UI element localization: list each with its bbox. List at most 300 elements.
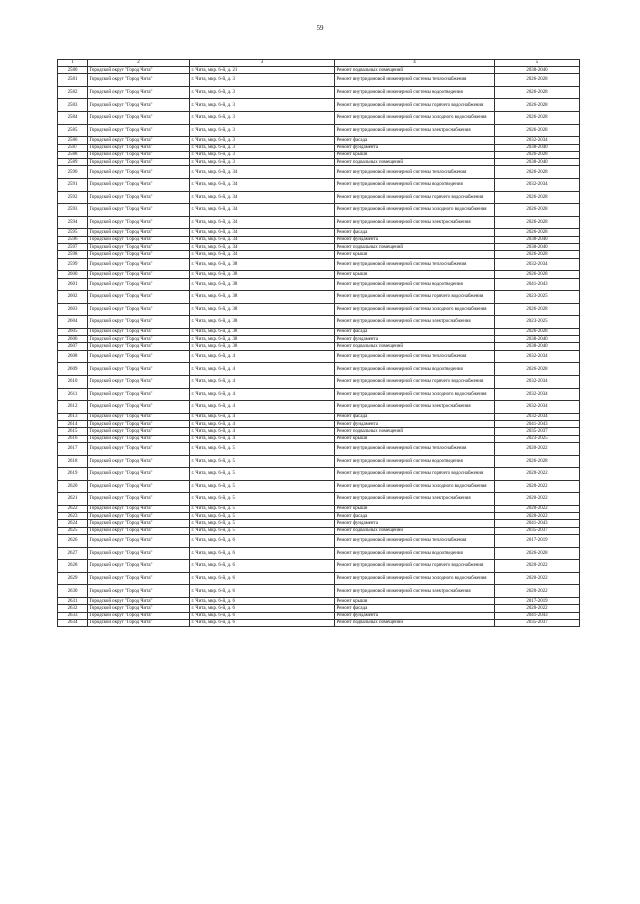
- work-type-cell: Ремонт фундамента: [335, 144, 495, 151]
- row-number-cell: 2622: [58, 505, 88, 512]
- table-row: [58, 144, 580, 151]
- municipality-cell: Городской округ "Город Чита": [88, 278, 190, 291]
- table-row: [58, 271, 580, 278]
- table-row: [58, 251, 580, 258]
- work-type-cell: Ремонт внутридомовой инженерной системы электроснабжения: [335, 124, 495, 137]
- address-cell: г. Чита, мкр. 6-й, д. 5: [190, 455, 335, 468]
- address-cell: г. Чита, мкр. 6-й, д. 3: [190, 151, 335, 158]
- period-cell: 2020-2022: [495, 572, 580, 585]
- period-cell: 2026-2028: [495, 112, 580, 125]
- work-type-cell: Ремонт внутридомовой инженерной системы горячего водоснабжения: [335, 560, 495, 573]
- row-number-cell: 2600: [58, 271, 88, 278]
- row-number-cell: 2623: [58, 513, 88, 520]
- municipality-cell: Городской округ "Город Чита": [88, 316, 190, 329]
- table-row: [58, 363, 580, 376]
- period-cell: 2017-2019: [495, 598, 580, 605]
- table-row: [58, 179, 580, 192]
- table-row: [58, 166, 580, 179]
- work-type-cell: Ремонт внутридомовой инженерной системы водоотведения: [335, 278, 495, 291]
- table-row: [58, 124, 580, 137]
- table-row: [58, 328, 580, 335]
- row-number-cell: 2612: [58, 401, 88, 414]
- work-type-cell: Ремонт фасада: [335, 513, 495, 520]
- municipality-cell: Городской округ "Город Чита": [88, 605, 190, 612]
- row-number-cell: 2583: [58, 99, 88, 112]
- period-cell: 2026-2028: [495, 151, 580, 158]
- row-number-cell: 2611: [58, 388, 88, 401]
- table-row: [58, 229, 580, 236]
- row-number-cell: 2580: [58, 67, 88, 74]
- table-row: [58, 67, 580, 74]
- address-cell: г. Чита, мкр. 6-й, д. 38: [190, 271, 335, 278]
- municipality-cell: Городской округ "Город Чита": [88, 468, 190, 481]
- address-cell: г. Чита, мкр. 6-й, д. 38: [190, 328, 335, 335]
- period-cell: 2041-2043: [495, 278, 580, 291]
- period-cell: 2017-2019: [495, 535, 580, 548]
- table-row: [58, 612, 580, 619]
- work-type-cell: Ремонт внутридомовой инженерной системы водоотведения: [335, 455, 495, 468]
- table-body: [58, 67, 580, 627]
- period-cell: 2032-2034: [495, 137, 580, 144]
- table-row: [58, 535, 580, 548]
- table-row: [58, 303, 580, 316]
- address-cell: г. Чита, мкр. 6-й, д. 34: [190, 236, 335, 243]
- address-cell: г. Чита, мкр. 6-й, д. 5: [190, 527, 335, 534]
- work-type-cell: Ремонт внутридомовой инженерной системы теплоснабжения: [335, 74, 495, 87]
- address-cell: г. Чита, мкр. 6-й, д. 5: [190, 480, 335, 493]
- row-number-cell: 2592: [58, 191, 88, 204]
- row-number-cell: 2613: [58, 413, 88, 420]
- table-row: [58, 428, 580, 435]
- period-cell: 2026-2028: [495, 216, 580, 229]
- period-cell: 2026-2028: [495, 166, 580, 179]
- period-cell: 2026-2028: [495, 303, 580, 316]
- municipality-cell: Городской округ "Город Чита": [88, 585, 190, 598]
- municipality-cell: Городской округ "Город Чита": [88, 216, 190, 229]
- municipality-cell: Городской округ "Город Чита": [88, 166, 190, 179]
- municipality-cell: Городской округ "Город Чита": [88, 229, 190, 236]
- work-type-cell: Ремонт внутридомовой инженерной системы водоотведения: [335, 547, 495, 560]
- address-cell: г. Чита, мкр. 6-й, д. 21: [190, 67, 335, 74]
- work-type-cell: Ремонт подвальных помещений: [335, 527, 495, 534]
- row-number-cell: 2610: [58, 375, 88, 388]
- work-type-cell: Ремонт крыши: [335, 271, 495, 278]
- period-cell: 2020-2022: [495, 605, 580, 612]
- table-row: [58, 204, 580, 217]
- municipality-cell: Городской округ "Город Чита": [88, 388, 190, 401]
- address-cell: г. Чита, мкр. 6-й, д. 38: [190, 316, 335, 329]
- table-row: [58, 505, 580, 512]
- work-type-cell: Ремонт фундамента: [335, 520, 495, 527]
- address-cell: г. Чита, мкр. 6-й, д. 4: [190, 375, 335, 388]
- municipality-cell: Городской округ "Город Чита": [88, 99, 190, 112]
- row-number-cell: 2624: [58, 520, 88, 527]
- municipality-cell: Городской округ "Город Чита": [88, 191, 190, 204]
- municipality-cell: Городской округ "Город Чита": [88, 236, 190, 243]
- table-row: [58, 291, 580, 304]
- work-type-cell: Ремонт крыши: [335, 598, 495, 605]
- work-type-cell: Ремонт фасада: [335, 229, 495, 236]
- address-cell: г. Чита, мкр. 6-й, д. 3: [190, 99, 335, 112]
- period-cell: 2035-2037: [495, 428, 580, 435]
- address-cell: г. Чита, мкр. 6-й, д. 34: [190, 179, 335, 192]
- work-type-cell: Ремонт фундамента: [335, 336, 495, 343]
- period-cell: 2041-2043: [495, 421, 580, 428]
- municipality-cell: Городской округ "Город Чита": [88, 480, 190, 493]
- work-type-cell: Ремонт подвальных помещений: [335, 159, 495, 166]
- municipality-cell: Городской округ "Город Чита": [88, 159, 190, 166]
- work-type-cell: Ремонт внутридомовой инженерной системы теплоснабжения: [335, 442, 495, 455]
- period-cell: 2020-2022: [495, 468, 580, 481]
- period-cell: 2032-2034: [495, 258, 580, 271]
- period-cell: 2032-2034: [495, 401, 580, 414]
- row-number-cell: 2603: [58, 303, 88, 316]
- work-type-cell: Ремонт крыши: [335, 435, 495, 442]
- work-type-cell: Ремонт внутридомовой инженерной системы теплоснабжения: [335, 350, 495, 363]
- row-number-cell: 2591: [58, 179, 88, 192]
- municipality-cell: Городской округ "Город Чита": [88, 144, 190, 151]
- row-number-cell: 2615: [58, 428, 88, 435]
- municipality-cell: Городской округ "Город Чита": [88, 455, 190, 468]
- municipality-cell: Городской округ "Город Чита": [88, 74, 190, 87]
- header-cell: 3: [190, 60, 335, 67]
- table-row: [58, 413, 580, 420]
- address-cell: г. Чита, мкр. 6-й, д. 5: [190, 513, 335, 520]
- address-cell: г. Чита, мкр. 6-й, д. 34: [190, 251, 335, 258]
- municipality-cell: Городской округ "Город Чита": [88, 535, 190, 548]
- work-type-cell: Ремонт внутридомовой инженерной системы холодного водоснабжения: [335, 480, 495, 493]
- address-cell: г. Чита, мкр. 6-й, д. 3: [190, 144, 335, 151]
- address-cell: г. Чита, мкр. 6-й, д. 6: [190, 535, 335, 548]
- work-type-cell: Ремонт подвальных помещений: [335, 428, 495, 435]
- row-number-cell: 2617: [58, 442, 88, 455]
- work-type-cell: Ремонт внутридомовой инженерной системы холодного водоснабжения: [335, 388, 495, 401]
- municipality-cell: Городской округ "Город Чита": [88, 86, 190, 99]
- row-number-cell: 2604: [58, 316, 88, 329]
- address-cell: г. Чита, мкр. 6-й, д. 4: [190, 350, 335, 363]
- period-cell: 2032-2034: [495, 388, 580, 401]
- period-cell: 2038-2040: [495, 343, 580, 350]
- table-row: [58, 99, 580, 112]
- address-cell: г. Чита, мкр. 6-й, д. 34: [190, 216, 335, 229]
- municipality-cell: Городской округ "Город Чита": [88, 547, 190, 560]
- work-type-cell: Ремонт внутридомовой инженерной системы теплоснабжения: [335, 166, 495, 179]
- municipality-cell: Городской округ "Город Чита": [88, 343, 190, 350]
- row-number-cell: 2633: [58, 612, 88, 619]
- row-number-cell: 2598: [58, 251, 88, 258]
- period-cell: 2038-2040: [495, 67, 580, 74]
- municipality-cell: Городской округ "Город Чита": [88, 619, 190, 626]
- table-row: [58, 468, 580, 481]
- table-row: [58, 480, 580, 493]
- work-type-cell: Ремонт внутридомовой инженерной системы электроснабжения: [335, 585, 495, 598]
- municipality-cell: Городской округ "Город Чита": [88, 291, 190, 304]
- municipality-cell: Городской округ "Город Чита": [88, 303, 190, 316]
- table-row: [58, 401, 580, 414]
- row-number-cell: 2630: [58, 585, 88, 598]
- municipality-cell: Городской округ "Город Чита": [88, 493, 190, 506]
- municipality-cell: Городской округ "Город Чита": [88, 258, 190, 271]
- municipality-cell: Городской округ "Город Чита": [88, 112, 190, 125]
- table-row: [58, 86, 580, 99]
- row-number-cell: 2628: [58, 560, 88, 573]
- address-cell: г. Чита, мкр. 6-й, д. 38: [190, 336, 335, 343]
- period-cell: 2020-2022: [495, 505, 580, 512]
- address-cell: г. Чита, мкр. 6-й, д. 38: [190, 258, 335, 271]
- address-cell: г. Чита, мкр. 6-й, д. 6: [190, 547, 335, 560]
- work-type-cell: Ремонт внутридомовой инженерной системы теплоснабжения: [335, 535, 495, 548]
- work-type-cell: Ремонт крыши: [335, 505, 495, 512]
- address-cell: г. Чита, мкр. 6-й, д. 6: [190, 560, 335, 573]
- row-number-cell: 2619: [58, 468, 88, 481]
- address-cell: г. Чита, мкр. 6-й, д. 4: [190, 413, 335, 420]
- address-cell: г. Чита, мкр. 6-й, д. 4: [190, 421, 335, 428]
- period-cell: 2038-2040: [495, 144, 580, 151]
- table-row: [58, 112, 580, 125]
- work-type-cell: Ремонт внутридомовой инженерной системы холодного водоснабжения: [335, 572, 495, 585]
- table-row: [58, 388, 580, 401]
- period-cell: 2023-2025: [495, 316, 580, 329]
- municipality-cell: Городской округ "Город Чита": [88, 421, 190, 428]
- work-type-cell: Ремонт фасада: [335, 605, 495, 612]
- period-cell: 2026-2028: [495, 86, 580, 99]
- row-number-cell: 2606: [58, 336, 88, 343]
- municipality-cell: Городской округ "Город Чита": [88, 67, 190, 74]
- work-type-cell: Ремонт внутридомовой инженерной системы теплоснабжения: [335, 258, 495, 271]
- period-cell: 2038-2040: [495, 336, 580, 343]
- period-cell: 2026-2028: [495, 328, 580, 335]
- period-cell: 2026-2028: [495, 363, 580, 376]
- address-cell: г. Чита, мкр. 6-й, д. 3: [190, 86, 335, 99]
- municipality-cell: Городской округ "Город Чита": [88, 560, 190, 573]
- period-cell: 2041-2043: [495, 612, 580, 619]
- address-cell: г. Чита, мкр. 6-й, д. 5: [190, 442, 335, 455]
- row-number-cell: 2599: [58, 258, 88, 271]
- address-cell: г. Чита, мкр. 6-й, д. 6: [190, 572, 335, 585]
- table-row: [58, 159, 580, 166]
- work-type-cell: Ремонт подвальных помещений: [335, 619, 495, 626]
- address-cell: г. Чита, мкр. 6-й, д. 5: [190, 505, 335, 512]
- row-number-cell: 2627: [58, 547, 88, 560]
- period-cell: 2026-2028: [495, 204, 580, 217]
- table-row: [58, 520, 580, 527]
- period-cell: 2032-2034: [495, 350, 580, 363]
- municipality-cell: Городской округ "Город Чита": [88, 151, 190, 158]
- table-row: [58, 560, 580, 573]
- address-cell: г. Чита, мкр. 6-й, д. 3: [190, 124, 335, 137]
- row-number-cell: 2590: [58, 166, 88, 179]
- table-row: [58, 151, 580, 158]
- period-cell: 2023-2025: [495, 291, 580, 304]
- period-cell: 2026-2028: [495, 191, 580, 204]
- table-row: [58, 216, 580, 229]
- municipality-cell: Городской округ "Город Чита": [88, 244, 190, 251]
- address-cell: г. Чита, мкр. 6-й, д. 3: [190, 159, 335, 166]
- address-cell: г. Чита, мкр. 6-й, д. 34: [190, 166, 335, 179]
- table-row: [58, 336, 580, 343]
- work-type-cell: Ремонт подвальных помещений: [335, 343, 495, 350]
- work-type-cell: Ремонт крыши: [335, 251, 495, 258]
- row-number-cell: 2586: [58, 137, 88, 144]
- period-cell: 2026-2028: [495, 455, 580, 468]
- municipality-cell: Городской округ "Город Чита": [88, 428, 190, 435]
- row-number-cell: 2601: [58, 278, 88, 291]
- address-cell: г. Чита, мкр. 6-й, д. 34: [190, 191, 335, 204]
- address-cell: г. Чита, мкр. 6-й, д. 4: [190, 401, 335, 414]
- work-type-cell: Ремонт внутридомовой инженерной системы водоотведения: [335, 179, 495, 192]
- row-number-cell: 2631: [58, 598, 88, 605]
- work-type-cell: Ремонт внутридомовой инженерной системы горячего водоснабжения: [335, 291, 495, 304]
- address-cell: г. Чита, мкр. 6-й, д. 38: [190, 343, 335, 350]
- municipality-cell: Городской округ "Город Чита": [88, 513, 190, 520]
- work-type-cell: Ремонт подвальных помещений: [335, 244, 495, 251]
- work-type-cell: Ремонт внутридомовой инженерной системы электроснабжения: [335, 216, 495, 229]
- row-number-cell: 2618: [58, 455, 88, 468]
- work-type-cell: Ремонт внутридомовой инженерной системы электроснабжения: [335, 493, 495, 506]
- work-type-cell: Ремонт фасада: [335, 137, 495, 144]
- row-number-cell: 2582: [58, 86, 88, 99]
- work-type-cell: Ремонт фасада: [335, 328, 495, 335]
- address-cell: г. Чита, мкр. 6-й, д. 5: [190, 520, 335, 527]
- period-cell: 2020-2022: [495, 480, 580, 493]
- municipality-cell: Городской округ "Город Чита": [88, 363, 190, 376]
- period-cell: 2023-2025: [495, 435, 580, 442]
- table-row: [58, 513, 580, 520]
- work-type-cell: Ремонт внутридомовой инженерной системы горячего водоснабжения: [335, 375, 495, 388]
- header-cell: 1: [58, 60, 88, 67]
- row-number-cell: 2626: [58, 535, 88, 548]
- period-cell: 2038-2040: [495, 236, 580, 243]
- table-row: [58, 605, 580, 612]
- address-cell: г. Чита, мкр. 6-й, д. 5: [190, 468, 335, 481]
- address-cell: г. Чита, мкр. 6-й, д. 6: [190, 619, 335, 626]
- table-row: [58, 191, 580, 204]
- row-number-cell: 2595: [58, 229, 88, 236]
- row-number-cell: 2625: [58, 527, 88, 534]
- municipality-cell: Городской округ "Город Чита": [88, 124, 190, 137]
- header-cell: 4: [335, 60, 495, 67]
- row-number-cell: 2607: [58, 343, 88, 350]
- address-cell: г. Чита, мкр. 6-й, д. 6: [190, 585, 335, 598]
- work-type-cell: Ремонт фундамента: [335, 612, 495, 619]
- work-type-cell: Ремонт внутридомовой инженерной системы водоотведения: [335, 363, 495, 376]
- work-type-cell: Ремонт внутридомовой инженерной системы холодного водоснабжения: [335, 204, 495, 217]
- period-cell: 2026-2028: [495, 124, 580, 137]
- address-cell: г. Чита, мкр. 6-й, д. 38: [190, 303, 335, 316]
- municipality-cell: Городской округ "Город Чита": [88, 598, 190, 605]
- address-cell: г. Чита, мкр. 6-й, д. 38: [190, 278, 335, 291]
- municipality-cell: Городской округ "Город Чита": [88, 179, 190, 192]
- municipality-cell: Городской округ "Город Чита": [88, 520, 190, 527]
- table-row: [58, 442, 580, 455]
- address-cell: г. Чита, мкр. 6-й, д. 3: [190, 112, 335, 125]
- municipality-cell: Городской округ "Город Чита": [88, 350, 190, 363]
- address-cell: г. Чита, мкр. 6-й, д. 34: [190, 229, 335, 236]
- address-cell: г. Чита, мкр. 6-й, д. 4: [190, 435, 335, 442]
- table-row: [58, 244, 580, 251]
- municipality-cell: Городской округ "Город Чита": [88, 505, 190, 512]
- municipality-cell: Городской округ "Город Чита": [88, 435, 190, 442]
- row-number-cell: 2597: [58, 244, 88, 251]
- period-cell: 2032-2034: [495, 179, 580, 192]
- period-cell: 2041-2043: [495, 520, 580, 527]
- table-row: [58, 435, 580, 442]
- period-cell: 2026-2028: [495, 229, 580, 236]
- municipality-cell: Городской округ "Город Чита": [88, 413, 190, 420]
- address-cell: г. Чита, мкр. 6-й, д. 34: [190, 244, 335, 251]
- municipality-cell: Городской округ "Город Чита": [88, 271, 190, 278]
- address-cell: г. Чита, мкр. 6-й, д. 6: [190, 612, 335, 619]
- table-row: [58, 619, 580, 626]
- work-type-cell: Ремонт внутридомовой инженерной системы холодного водоснабжения: [335, 303, 495, 316]
- table-row: [58, 375, 580, 388]
- row-number-cell: 2594: [58, 216, 88, 229]
- table-row: [58, 278, 580, 291]
- row-number-cell: 2596: [58, 236, 88, 243]
- period-cell: 2026-2028: [495, 99, 580, 112]
- municipality-cell: Городской округ "Город Чита": [88, 612, 190, 619]
- period-cell: 2020-2022: [495, 585, 580, 598]
- row-number-cell: 2629: [58, 572, 88, 585]
- header-cell: 2: [88, 60, 190, 67]
- row-number-cell: 2588: [58, 151, 88, 158]
- work-type-cell: Ремонт фундамента: [335, 421, 495, 428]
- page-number: 59: [316, 24, 324, 32]
- row-number-cell: 2602: [58, 291, 88, 304]
- period-cell: 2020-2022: [495, 513, 580, 520]
- row-number-cell: 2614: [58, 421, 88, 428]
- table-row: [58, 343, 580, 350]
- row-number-cell: 2608: [58, 350, 88, 363]
- work-type-cell: Ремонт внутридомовой инженерной системы электроснабжения: [335, 316, 495, 329]
- address-cell: г. Чита, мкр. 6-й, д. 34: [190, 204, 335, 217]
- work-type-cell: Ремонт внутридомовой инженерной системы горячего водоснабжения: [335, 99, 495, 112]
- municipality-cell: Городской округ "Город Чита": [88, 572, 190, 585]
- address-cell: г. Чита, мкр. 6-й, д. 4: [190, 388, 335, 401]
- address-cell: г. Чита, мкр. 6-й, д. 6: [190, 598, 335, 605]
- period-cell: 2038-2040: [495, 244, 580, 251]
- work-type-cell: Ремонт фундамента: [335, 236, 495, 243]
- period-cell: 2020-2022: [495, 442, 580, 455]
- table-row: [58, 585, 580, 598]
- row-number-cell: 2584: [58, 112, 88, 125]
- period-cell: 2038-2040: [495, 159, 580, 166]
- address-cell: г. Чита, мкр. 6-й, д. 3: [190, 137, 335, 144]
- table-row: [58, 421, 580, 428]
- period-cell: 2032-2034: [495, 413, 580, 420]
- work-type-cell: Ремонт внутридомовой инженерной системы водоотведения: [335, 86, 495, 99]
- table-header-row: [58, 60, 580, 67]
- table-row: [58, 74, 580, 87]
- work-type-cell: Ремонт внутридомовой инженерной системы горячего водоснабжения: [335, 468, 495, 481]
- table-row: [58, 316, 580, 329]
- address-cell: г. Чита, мкр. 6-й, д. 3: [190, 74, 335, 87]
- period-cell: 2026-2028: [495, 271, 580, 278]
- period-cell: 2026-2028: [495, 251, 580, 258]
- period-cell: 2035-2037: [495, 527, 580, 534]
- address-cell: г. Чита, мкр. 6-й, д. 6: [190, 605, 335, 612]
- row-number-cell: 2609: [58, 363, 88, 376]
- period-cell: 2032-2034: [495, 375, 580, 388]
- row-number-cell: 2616: [58, 435, 88, 442]
- period-cell: 2020-2022: [495, 560, 580, 573]
- municipality-cell: Городской округ "Город Чита": [88, 137, 190, 144]
- table-row: [58, 236, 580, 243]
- row-number-cell: 2621: [58, 493, 88, 506]
- row-number-cell: 2632: [58, 605, 88, 612]
- period-cell: 2020-2022: [495, 493, 580, 506]
- row-number-cell: 2581: [58, 74, 88, 87]
